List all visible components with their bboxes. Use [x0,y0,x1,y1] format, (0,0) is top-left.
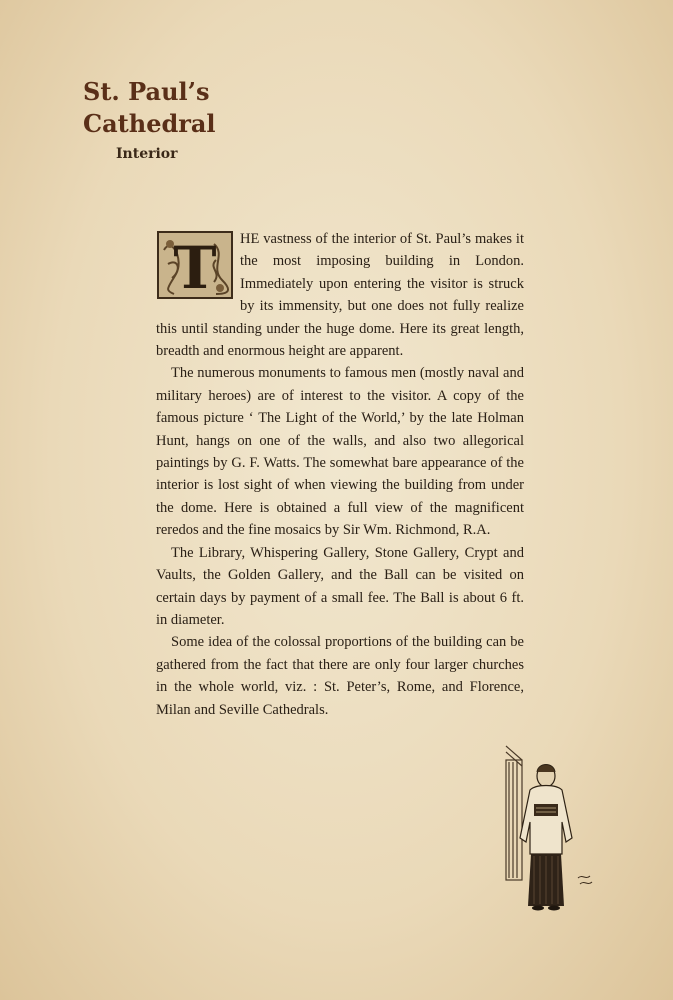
title-line-2: Cathedral [83,109,216,138]
title-line-1: St. Paul’s [83,77,210,106]
page-title [83,76,216,140]
paragraph-2: The numerous monuments to famous men (mostly naval and military heroes) are of interest to the visitor. A copy of the famous picture ‘ The Light of the World,’ by the late Holman Hunt, hangs on one of the walls, and also two allegorical paintings by G. F. Watts. The somewhat bare appearance of the interior is lost sight of when viewing the building from under the dome. Here is obtained a full view of the magnificent reredos and the fine mosaics by Sir Wm. Richmond, R.A. [156,365,524,539]
choirboy-illustration [500,738,610,918]
paragraph-4: Some idea of the colossal proportions of the building can be gathered from the fact that there are only four larger churches in the whole world, viz. : St. Peter’s, Rome, and Florence, Milan and Seville Cathedrals. [156,634,524,718]
dropcap-letter: T [173,234,217,300]
paragraph-3: The Library, Whispering Gallery, Stone Gallery, Crypt and Vaults, the Golden Gallery, and the Ball can be visited on certain days by payment of a small fee. The Ball is about 6 ft. in diameter. [156,544,524,628]
paragraph-1 [156,228,524,362]
ornamental-dropcap-t [156,230,234,300]
paragraph-1-text: HE vastness of the interior of St. Paul’s makes it the most imposing building in London. Immediately upon entering the visitor is struck by its immensity, but one does not fully realize this until standing under the huge dome. Here its great length, breadth and enormous height are apparent. [156,231,524,360]
page-subtitle: Interior [116,146,178,162]
article-body [156,228,524,721]
